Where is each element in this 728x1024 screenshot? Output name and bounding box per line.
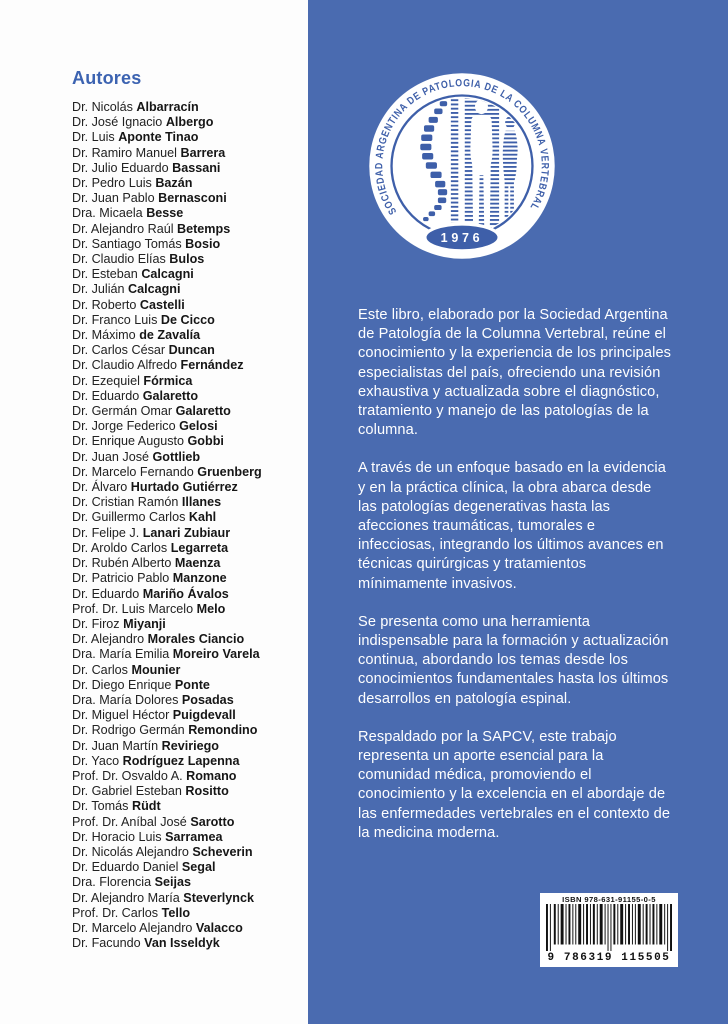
- society-seal-logo: [360, 64, 564, 268]
- author-row: Dr. Facundo Van Isseldyk: [72, 936, 220, 951]
- authors-heading: Autores: [72, 68, 142, 88]
- author-row: Dra. Micaela Besse: [72, 206, 184, 221]
- barcode-bars: [546, 904, 672, 951]
- author-row: Dr. Santiago Tomás Bosio: [72, 236, 221, 251]
- author-row: Dr. Eduardo Daniel Segal: [72, 860, 216, 875]
- author-row: Dr. Germán Omar Galaretto: [72, 404, 231, 419]
- author-row: Dr. Roberto Castelli: [72, 297, 185, 312]
- isbn-barcode: [540, 893, 678, 967]
- author-row: Dr. Eduardo Galaretto: [72, 388, 199, 403]
- description-paragraph: Este libro, elaborado por la Sociedad Argentina de Patología de la Columna Vertebral, reúne el conocimiento y la experiencia de los principales especialistas del país, ofreciendo una revisión exhaustiva y actualizada sobre el diagnóstico, tratamiento y manejo de las patologías de la columna.: [358, 307, 672, 439]
- author-row: Dr. Miguel Héctor Puigdevall: [72, 708, 236, 723]
- author-row: Prof. Dr. Carlos Tello: [72, 905, 191, 920]
- year-badge: [425, 224, 499, 251]
- author-row: Dr. José Ignacio Albergo: [72, 115, 214, 130]
- author-row: Dr. Álvaro Hurtado Gutiérrez: [72, 480, 238, 495]
- author-row: Dr. Rubén Alberto Maenza: [72, 556, 221, 571]
- ean-digits: 9 786319 115505: [547, 952, 671, 964]
- author-row: Dr. Guillermo Carlos Kahl: [72, 510, 217, 525]
- author-row: Dra. María Dolores Posadas: [72, 692, 234, 707]
- author-row: Prof. Dr. Osvaldo A. Romano: [72, 768, 237, 783]
- author-row: Prof. Dr. Luis Marcelo Melo: [72, 601, 226, 616]
- author-row: Dr. Jorge Federico Gelosi: [72, 419, 218, 434]
- author-row: Dr. Julio Eduardo Bassani: [72, 160, 221, 175]
- author-row: Prof. Dr. Aníbal José Sarotto: [72, 814, 235, 829]
- description-paragraph: A través de un enfoque basado en la evidencia y en la práctica clínica, la obra abarca desde las patologías degenerativas hasta las afecciones traumáticas, tumorales e infecciosas, integrando los últimos avances en técnicas quirúrgicas y tratamientos mínimamente invasivos.: [358, 460, 666, 592]
- author-row: Dr. Claudio Elías Bulos: [72, 252, 205, 267]
- author-row: Dr. Alejandro Morales Ciancio: [72, 632, 245, 647]
- author-row: Dra. Florencia Seijas: [72, 875, 192, 890]
- author-row: Dr. Ramiro Manuel Barrera: [72, 145, 226, 160]
- author-row: Dr. Carlos César Duncan: [72, 343, 215, 358]
- author-row: Dr. Claudio Alfredo Fernández: [72, 358, 244, 373]
- isbn-label: ISBN 978-631-91155-0-5: [562, 895, 656, 904]
- author-row: Dr. Gabriel Esteban Rositto: [72, 784, 229, 799]
- author-row: Dr. Máximo de Zavalía: [72, 328, 201, 343]
- description-paragraph: Respaldado por la SAPCV, este trabajo representa un aporte esencial para la comunidad médica, promoviendo el conocimiento y la excelencia en el abordaje de las enfermedades vertebrales en el contexto de la medicina moderna.: [358, 728, 671, 841]
- author-row: Dr. Franco Luis De Cicco: [72, 312, 215, 327]
- seal-circular-text: SOCIEDAD ARGENTINA DE PATOLOGIA DE LA COLUMNA VERTEBRAL: [374, 78, 550, 217]
- author-row: Dr. Patricio Pablo Manzone: [72, 571, 227, 586]
- author-row: Dr. Pedro Luis Bazán: [72, 176, 193, 191]
- author-row: Dr. Cristian Ramón Illanes: [72, 495, 222, 510]
- author-row: Dr. Felipe J. Lanari Zubiaur: [72, 525, 231, 540]
- author-row: Dr. Horacio Luis Sarramea: [72, 829, 223, 844]
- description-paragraph: Se presenta como una herramienta indispensable para la formación y actualización continua, abordando los temas desde los conocimientos fundamentales hasta los últimos desarrollos en patología espinal.: [358, 613, 669, 707]
- author-row: Dr. Juan José Gottlieb: [72, 449, 201, 464]
- authors-column: [0, 0, 308, 1024]
- author-row: Dra. María Emilia Moreiro Varela: [72, 647, 260, 662]
- author-row: Dr. Marcelo Fernando Gruenberg: [72, 464, 262, 479]
- author-row: Dr. Esteban Calcagni: [72, 267, 194, 282]
- author-row: Dr. Eduardo Mariño Ávalos: [72, 586, 229, 601]
- author-row: Dr. Luis Aponte Tinao: [72, 130, 199, 145]
- author-row: Dr. Tomás Rüdt: [72, 799, 161, 814]
- author-row: Dr. Julián Calcagni: [72, 282, 181, 297]
- author-row: Dr. Diego Enrique Ponte: [72, 677, 210, 692]
- author-row: Dr. Alejandro Raúl Betemps: [72, 221, 231, 236]
- author-row: Dr. Rodrigo Germán Remondino: [72, 723, 258, 738]
- blue-panel: [308, 0, 728, 1024]
- author-row: Dr. Carlos Mounier: [72, 662, 181, 677]
- year-text: 1976: [440, 231, 484, 246]
- author-row: Dr. Aroldo Carlos Legarreta: [72, 540, 229, 555]
- authors-list: [72, 100, 302, 951]
- book-description: [358, 306, 672, 862]
- author-row: Dr. Juan Pablo Bernasconi: [72, 191, 227, 206]
- author-row: Dr. Alejandro María Steverlynck: [72, 890, 255, 905]
- author-row: Dr. Firoz Miyanji: [72, 616, 166, 631]
- author-row: Dr. Juan Martín Reviriego: [72, 738, 219, 753]
- author-row: Dr. Yaco Rodríguez Lapenna: [72, 753, 240, 768]
- author-row: Dr. Nicolás Alejandro Scheverin: [72, 844, 253, 859]
- author-row: Dr. Enrique Augusto Gobbi: [72, 434, 224, 449]
- author-row: Dr. Ezequiel Fórmica: [72, 373, 193, 388]
- author-row: Dr. Nicolás Albarracín: [72, 100, 199, 114]
- author-row: Dr. Marcelo Alejandro Valacco: [72, 920, 243, 935]
